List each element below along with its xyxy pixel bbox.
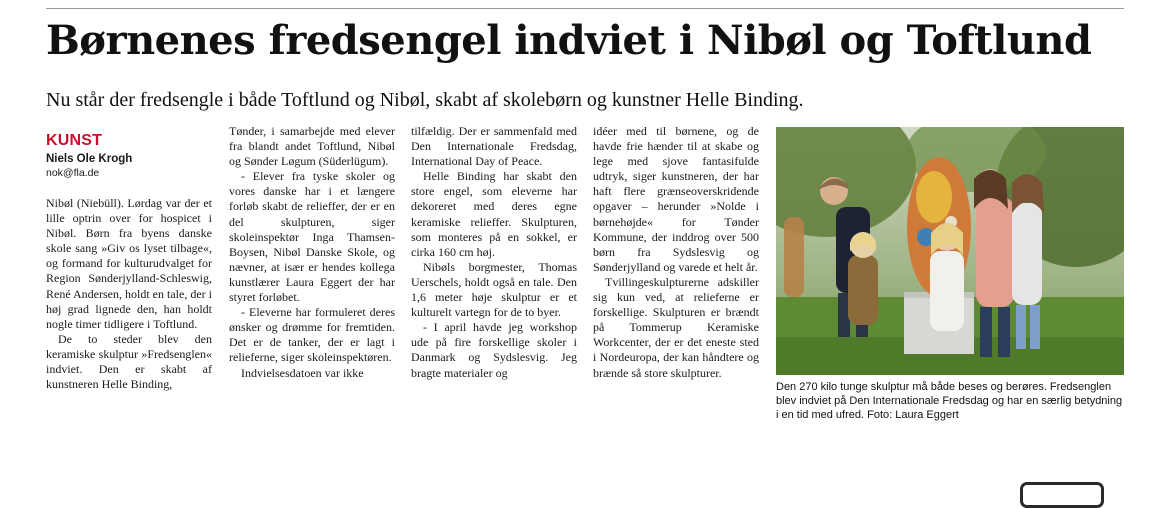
frame-icon[interactable]: [1020, 482, 1104, 508]
paragraph: Tønder, i samarbejde med elever fra blandt andet Toftlund, Nibøl og Sønder Løgum (Süderlügum).: [229, 124, 395, 169]
paragraph: idéer med til børnene, og de havde frie hænder til at skabe og lege med sjove fantasifulde udtryk, siger kunstneren, der har haft flere grænseoverskridende opgaver – herunder »Nolde i børnehøjde« for Tønder Kommune, der inddrog over 500 børn fra Sydslesvig og Sønderjylland og varede et helt år.: [593, 124, 759, 274]
article-photo: [776, 127, 1124, 375]
section-label: KUNST: [46, 132, 103, 149]
paragraph: tilfældig. Der er sammenfald med Den Internationale Fredsdag, International Day of Peace.: [411, 124, 577, 169]
subheadline: Nu står der fredsengle i både Toftlund og Nibøl, skabt af skolebørn og kunstner Helle Binding.: [46, 89, 804, 111]
paragraph: - I april havde jeg workshop ude på fire forskellige skoler i Danmark og Sydslesvig. Jeg bragte materialer og: [411, 320, 577, 380]
paragraph: Helle Binding har skabt den store engel, som eleverne har dekoreret med deres egne keramiske relieffer. Skulpturen, som monteres på en sokkel, er cirka 160 cm høj.: [411, 169, 577, 259]
paragraph: Tvillingeskulpturerne adskiller sig kun ved, at relieferne er forskellige. Skulpturen er brændt på Tommerup Keramiske Workcenter, der er det eneste sted i Nordeuropa, der kan håndtere og brænde så store skulpturer.: [593, 274, 759, 380]
body-column-4: [593, 124, 759, 381]
photo-caption: Den 270 kilo tunge skulptur må både beses og berøres. Fredsenglen blev indviet på Den Internationale Fredsdag og har en særlig betydning i en tid med ufred. Foto: Laura Eggert: [776, 381, 1123, 422]
body-column-2: [229, 124, 395, 381]
paragraph: De to steder blev den keramiske skulptur »Fredsenglen« indviet. Den er skabt af kunstneren Helle Binding,: [46, 331, 212, 392]
top-rule: [46, 8, 1124, 9]
paragraph: Indvielsesdatoen var ikke: [241, 365, 364, 380]
paragraph: - Elever fra tyske skoler og vores danske har i et længere forløb skabt de relieffer, der er en del skulpturen, siger skoleinspektør Inga Thamsen-Boysen, Nibøl Danske Skole, og nævner, at især er hendes kollega kunstlærer Laura Eggert der har styret forløbet.: [229, 169, 395, 305]
byline: [46, 131, 216, 180]
author-email: nok@fla.de: [46, 167, 100, 179]
headline: Børnenes fredsengel indviet i Nibøl og Toftlund: [46, 17, 1092, 64]
paragraph: Nibøl (Niebüll). Lørdag var der et lille optrin over for hospicet i Nibøl. Børn fra byens danske skole sang »Giv os lyset tilbage«, og formand for kulturudvalget for Region Sønderjylland-Schleswig, René Andersen, holdt en tale, der i høj grad lignede den, han holdt nogle timer tidligere i Toftlund.: [46, 196, 212, 331]
author-name: Niels Ole Krogh: [46, 153, 133, 165]
body-column-1: [46, 196, 212, 392]
body-column-3: [411, 124, 577, 381]
paragraph: Nibøls borgmester, Thomas Uerschels, holdt også en tale. Den 1,6 meter høje skulptur er et kulturelt vartegn for de to byer.: [411, 259, 577, 320]
paragraph: - Eleverne har formuleret deres ønsker og drømme for fremtiden. Det er de tanker, der er lagt i relieferne, siger skoleinspektøren.: [229, 305, 395, 365]
